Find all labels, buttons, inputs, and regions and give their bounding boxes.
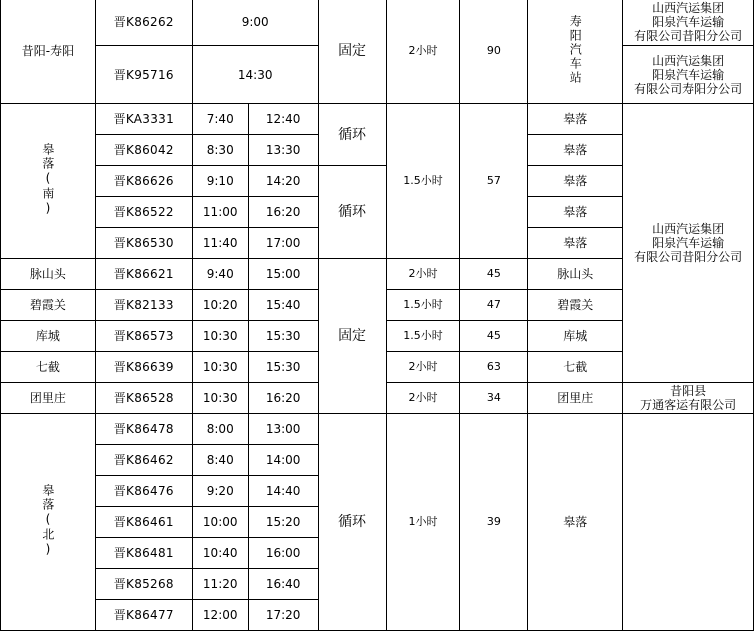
departure-time-cell: 10:30 (192, 383, 248, 414)
departure-time-cell: 9:00 (192, 0, 318, 46)
mode-cell: 固定 (318, 0, 386, 104)
company-line: 阳泉汽车运输 (652, 15, 725, 29)
route-cell: 脉山头 (1, 259, 96, 290)
departure-time-cell: 10:20 (192, 290, 248, 321)
departure-time-cell: 10:30 (192, 352, 248, 383)
plate-cell: 晋K86262 (95, 0, 192, 46)
return-time-cell: 16:00 (248, 538, 318, 569)
departure-time-cell: 9:10 (192, 166, 248, 197)
departure-time-cell: 8:00 (192, 414, 248, 445)
distance-cell: 34 (460, 383, 528, 414)
plate-cell: 晋K95716 (95, 46, 192, 104)
route-cell: 碧霞关 (1, 290, 96, 321)
return-time-cell: 14:40 (248, 476, 318, 507)
plate-cell: 晋K86476 (95, 476, 192, 507)
terminal-cell (528, 0, 623, 104)
terminal-cell: 皋落 (528, 135, 623, 166)
distance-cell: 57 (460, 104, 528, 259)
departure-time-cell: 12:00 (192, 600, 248, 631)
plate-cell: 晋K86042 (95, 135, 192, 166)
duration-cell: 1.5小时 (386, 104, 460, 259)
company-line: 昔阳县 (670, 384, 707, 398)
route-text: 皋落(北) (40, 483, 55, 558)
duration-cell: 2小时 (386, 352, 460, 383)
terminal-cell: 皋落 (528, 414, 623, 631)
terminal-cell: 七截 (528, 352, 623, 383)
departure-time-cell: 8:30 (192, 135, 248, 166)
plate-cell: 晋K86481 (95, 538, 192, 569)
route-text: 皋落(南) (40, 142, 55, 217)
plate-cell: 晋K86573 (95, 321, 192, 352)
return-time-cell: 14:20 (248, 166, 318, 197)
return-time-cell: 15:20 (248, 507, 318, 538)
plate-cell: 晋K86626 (95, 166, 192, 197)
return-time-cell: 16:20 (248, 383, 318, 414)
distance-cell: 45 (460, 259, 528, 290)
company-line: 有限公司昔阳分公司 (634, 250, 743, 264)
route-cell: 昔阳-寿阳 (1, 0, 96, 104)
terminal-cell: 皋落 (528, 197, 623, 228)
return-time-cell: 15:30 (248, 352, 318, 383)
route-cell (1, 104, 96, 259)
departure-time-cell: 10:30 (192, 321, 248, 352)
company-line: 阳泉汽车运输 (652, 236, 725, 250)
distance-cell: 47 (460, 290, 528, 321)
company-cell (623, 104, 754, 383)
company-line: 山西汽运集团 (652, 53, 725, 68)
company-line: 有限公司寿阳分公司 (634, 81, 743, 96)
departure-time-cell: 7:40 (192, 104, 248, 135)
departure-time-cell: 10:00 (192, 507, 248, 538)
table-row (1, 414, 754, 445)
departure-time-cell: 14:30 (192, 46, 318, 104)
plate-cell: 晋K86530 (95, 228, 192, 259)
departure-time-cell: 8:40 (192, 445, 248, 476)
company-cell (623, 383, 754, 414)
route-cell: 七截 (1, 352, 96, 383)
plate-cell: 晋K86461 (95, 507, 192, 538)
company-cell (623, 0, 754, 46)
return-time-cell: 12:40 (248, 104, 318, 135)
terminal-cell: 脉山头 (528, 259, 623, 290)
return-time-cell: 14:00 (248, 445, 318, 476)
table-row (1, 0, 754, 46)
departure-time-cell: 9:20 (192, 476, 248, 507)
departure-time-cell: 11:20 (192, 569, 248, 600)
route-cell: 库城 (1, 321, 96, 352)
departure-time-cell: 9:40 (192, 259, 248, 290)
mode-cell: 循环 (318, 104, 386, 166)
departure-time-cell: 11:00 (192, 197, 248, 228)
route-cell: 团里庄 (1, 383, 96, 414)
return-time-cell: 15:00 (248, 259, 318, 290)
company-line: 万通客运有限公司 (640, 398, 737, 412)
plate-cell: 晋K86639 (95, 352, 192, 383)
company-line: 有限公司昔阳分公司 (634, 29, 743, 43)
plate-cell: 晋K86478 (95, 414, 192, 445)
mode-cell: 循环 (318, 414, 386, 631)
return-time-cell: 13:00 (248, 414, 318, 445)
duration-cell: 2小时 (386, 383, 460, 414)
mode-cell: 固定 (318, 259, 386, 414)
terminal-cell: 库城 (528, 321, 623, 352)
return-time-cell: 16:20 (248, 197, 318, 228)
company-cell (623, 414, 754, 631)
plate-cell: 晋KA3331 (95, 104, 192, 135)
mode-cell: 循环 (318, 166, 386, 259)
duration-cell: 1.5小时 (386, 290, 460, 321)
terminal-cell: 皋落 (528, 228, 623, 259)
plate-cell: 晋K82133 (95, 290, 192, 321)
duration-cell: 2小时 (386, 0, 460, 104)
company-line: 阳泉汽车运输 (652, 67, 725, 82)
duration-cell: 2小时 (386, 259, 460, 290)
plate-cell: 晋K86522 (95, 197, 192, 228)
return-time-cell: 13:30 (248, 135, 318, 166)
terminal-cell: 碧霞关 (528, 290, 623, 321)
plate-cell: 晋K85268 (95, 569, 192, 600)
return-time-cell: 15:30 (248, 321, 318, 352)
distance-cell: 63 (460, 352, 528, 383)
plate-cell: 晋K86462 (95, 445, 192, 476)
route-cell (1, 414, 96, 631)
plate-cell: 晋K86528 (95, 383, 192, 414)
departure-time-cell: 10:40 (192, 538, 248, 569)
company-cell (623, 46, 754, 104)
terminal-cell: 皋落 (528, 104, 623, 135)
company-line: 山西汽运集团 (652, 222, 725, 236)
return-time-cell: 15:40 (248, 290, 318, 321)
return-time-cell: 17:00 (248, 228, 318, 259)
table-row (1, 104, 754, 135)
return-time-cell: 16:40 (248, 569, 318, 600)
return-time-cell: 17:20 (248, 600, 318, 631)
plate-cell: 晋K86621 (95, 259, 192, 290)
duration-cell: 1小时 (386, 414, 460, 631)
company-line: 山西汽运集团 (652, 1, 725, 15)
departure-time-cell: 11:40 (192, 228, 248, 259)
duration-cell: 1.5小时 (386, 321, 460, 352)
plate-cell: 晋K86477 (95, 600, 192, 631)
distance-cell: 39 (460, 414, 528, 631)
terminal-cell: 皋落 (528, 166, 623, 197)
distance-cell: 45 (460, 321, 528, 352)
terminal-text: 寿阳汽车站 (568, 14, 583, 85)
terminal-cell: 团里庄 (528, 383, 623, 414)
distance-cell: 90 (460, 0, 528, 104)
